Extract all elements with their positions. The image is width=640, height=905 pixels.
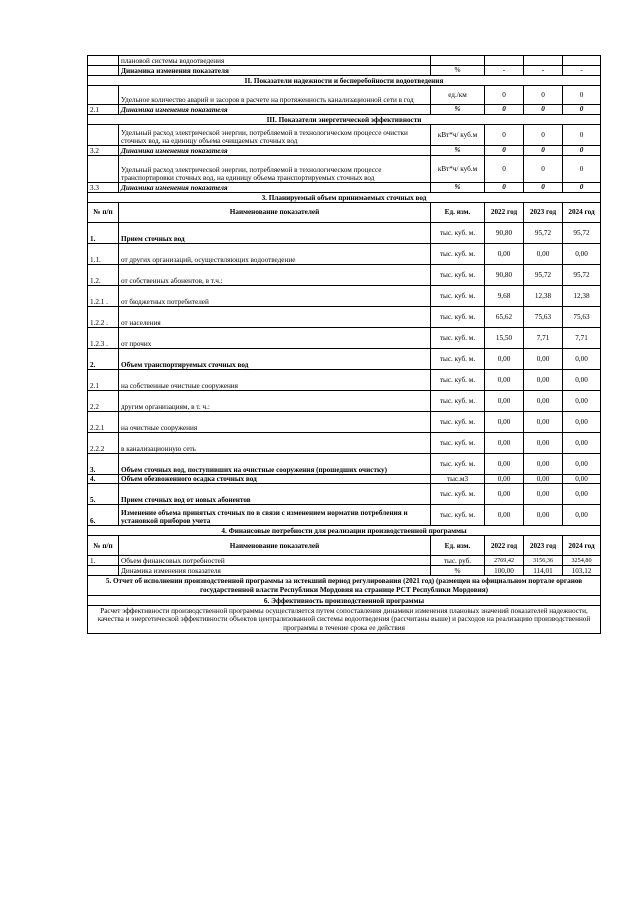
row-number: 2. xyxy=(88,349,119,370)
table-row xyxy=(88,307,601,328)
value-cell: 0,00 xyxy=(485,475,524,484)
row-number: 6. xyxy=(88,505,119,526)
value-cell: 90,80 xyxy=(485,265,524,286)
value-cell: 0 xyxy=(485,183,524,193)
value-cell: 0 xyxy=(485,125,524,146)
value-cell: 12,38 xyxy=(563,286,601,307)
row-number: 1.2.3 . xyxy=(88,328,119,349)
section-title: III. Показатели энергетической эффективности xyxy=(88,115,601,125)
value-cell: 0,00 xyxy=(563,349,601,370)
efficiency-text: Расчет эффективности производственной программы осуществляется путем сопоставления динамики изменения плановых значений показателей надежности, качества и энергетической эффективности объектов централизованной системы водоотведения (рассчитаны выше) и расходов на реализацию производственной программы в течение срока ее действия xyxy=(88,606,601,634)
row-number xyxy=(88,86,119,105)
value-cell: 0,00 xyxy=(563,475,601,484)
value-cell: 0 xyxy=(524,183,563,193)
header-year: 2023 год xyxy=(524,203,563,223)
value-cell: 95,72 xyxy=(563,223,601,244)
value-cell: 15,50 xyxy=(485,328,524,349)
table-row xyxy=(88,484,601,505)
unit-cell: % xyxy=(431,105,485,115)
header-row xyxy=(88,536,601,556)
table-row xyxy=(88,556,601,566)
value-cell xyxy=(524,56,563,66)
value-cell: 0 xyxy=(563,156,601,183)
value-cell: 0 xyxy=(563,183,601,193)
value-cell: 7,71 xyxy=(524,328,563,349)
value-cell: 0,00 xyxy=(524,433,563,454)
row-number: 3. xyxy=(88,454,119,475)
row-number: 1.1. xyxy=(88,244,119,265)
indicator-name: Изменение объема принятых сточных по в связи с изменением норматив потребления и установкой приборов учета xyxy=(119,505,431,526)
table-body xyxy=(88,56,601,634)
indicator-name: Объем обезвоженного осадка сточных вод xyxy=(119,475,431,484)
table-row xyxy=(88,265,601,286)
section-title: 6. Эффективность производственной программы xyxy=(88,596,601,606)
value-cell: - xyxy=(563,66,601,76)
section-title-row xyxy=(88,526,601,536)
indicator-name: Динамика изменения показателя xyxy=(119,66,431,76)
table-row xyxy=(88,454,601,475)
value-cell: 0,00 xyxy=(485,454,524,475)
value-cell: 2769,42 xyxy=(485,556,524,566)
report-title-row xyxy=(88,576,601,596)
row-number: 5. xyxy=(88,484,119,505)
value-cell: 0,00 xyxy=(485,370,524,391)
table-row xyxy=(88,66,601,76)
header-year: 2022 год xyxy=(485,203,524,223)
table-row xyxy=(88,328,601,349)
value-cell: 0,00 xyxy=(485,505,524,526)
value-cell: 90,80 xyxy=(485,223,524,244)
value-cell: 103,12 xyxy=(563,566,601,576)
section-title-row xyxy=(88,115,601,125)
value-cell: 0,00 xyxy=(563,370,601,391)
value-cell: 0,00 xyxy=(563,484,601,505)
indicator-name: от других организаций, осуществляющих водоотведение xyxy=(119,244,431,265)
value-cell: 0 xyxy=(485,105,524,115)
value-cell: 0 xyxy=(563,146,601,156)
value-cell: 114,01 xyxy=(524,566,563,576)
indicator-name: Удельное количество аварий и засоров в расчете на протяженность канализационной сети в год xyxy=(119,86,431,105)
unit-cell: тыс. куб. м. xyxy=(431,307,485,328)
value-cell: 0,00 xyxy=(485,433,524,454)
document-sheet xyxy=(87,55,600,634)
unit-cell: тыс. куб. м. xyxy=(431,454,485,475)
header-row xyxy=(88,203,601,223)
value-cell: 0,00 xyxy=(524,244,563,265)
value-cell: 0,00 xyxy=(563,505,601,526)
unit-cell: кВт*ч/ куб.м xyxy=(431,156,485,183)
indicator-name: от собственных абонентов, в т.ч.: xyxy=(119,265,431,286)
value-cell: 0,00 xyxy=(485,484,524,505)
indicator-name: плановой системы водоотведения xyxy=(119,56,431,66)
value-cell: 0 xyxy=(524,146,563,156)
unit-cell: тыс. куб. м. xyxy=(431,505,485,526)
indicator-name: от бюджетных потребителей xyxy=(119,286,431,307)
indicator-name: Объем транспортируемых сточных вод xyxy=(119,349,431,370)
header-year: 2022 год xyxy=(485,536,524,556)
header-name: Наименование показателей xyxy=(119,203,431,223)
indicator-name: Удельный расход электрической энергии, потребляемой в технологическом процессе транспортировки сточных вод, на единицу объема транспортируемых сточных вод xyxy=(119,156,431,183)
value-cell xyxy=(563,56,601,66)
header-name: Наименование показателей xyxy=(119,536,431,556)
unit-cell: тыс. куб. м. xyxy=(431,484,485,505)
row-number xyxy=(88,156,119,183)
table-row xyxy=(88,223,601,244)
value-cell: 75,63 xyxy=(563,307,601,328)
table-row xyxy=(88,286,601,307)
value-cell: - xyxy=(524,66,563,76)
indicator-name: Удельный расход электрической энергии, потребляемой в технологическом процессе очистки сточных вод, на единицу объема очищаемых сточных вод xyxy=(119,125,431,146)
unit-cell: тыс. куб. м. xyxy=(431,223,485,244)
table-row xyxy=(88,412,601,433)
unit-cell: кВт*ч/ куб.м xyxy=(431,125,485,146)
row-number: 2.2 xyxy=(88,391,119,412)
value-cell: 0,00 xyxy=(524,484,563,505)
header-num: № п/п xyxy=(88,536,119,556)
value-cell: 0 xyxy=(485,86,524,105)
unit-cell: тыс. куб. м. xyxy=(431,328,485,349)
value-cell: 0,00 xyxy=(563,391,601,412)
table-row xyxy=(88,370,601,391)
header-num: № п/п xyxy=(88,203,119,223)
value-cell: 0,00 xyxy=(563,244,601,265)
value-cell: 0 xyxy=(524,105,563,115)
row-number: 4. xyxy=(88,475,119,484)
unit-cell: тыс. куб. м. xyxy=(431,412,485,433)
value-cell: 0,00 xyxy=(524,475,563,484)
value-cell: 0 xyxy=(524,86,563,105)
value-cell: 0,00 xyxy=(563,433,601,454)
unit-cell: тыс. куб. м. xyxy=(431,349,485,370)
indicator-name: другим организациям, в т. ч.: xyxy=(119,391,431,412)
value-cell: 0,00 xyxy=(524,505,563,526)
indicator-name: от прочих xyxy=(119,328,431,349)
value-cell: 0,00 xyxy=(524,454,563,475)
row-number: 3.3 xyxy=(88,183,119,193)
efficiency-text-row xyxy=(88,606,601,634)
indicator-name: в канализационную сеть xyxy=(119,433,431,454)
table-row xyxy=(88,505,601,526)
indicator-name: на собственные очистные сооружения xyxy=(119,370,431,391)
unit-cell: % xyxy=(431,183,485,193)
value-cell: 0,00 xyxy=(485,391,524,412)
table-row xyxy=(88,244,601,265)
value-cell: 3156,36 xyxy=(524,556,563,566)
section-title-row xyxy=(88,596,601,606)
header-year: 2024 год xyxy=(563,203,601,223)
value-cell: 0 xyxy=(485,156,524,183)
value-cell: 0 xyxy=(485,146,524,156)
table-row xyxy=(88,86,601,105)
section-title-row xyxy=(88,76,601,86)
value-cell: 0,00 xyxy=(563,412,601,433)
unit-cell: тыс. куб. м. xyxy=(431,244,485,265)
section-title: II. Показатели надежности и бесперебойности водоотведения xyxy=(88,76,601,86)
value-cell: 0,00 xyxy=(485,349,524,370)
table-row xyxy=(88,391,601,412)
table-row xyxy=(88,566,601,576)
indicator-name: Динамика изменения показателя xyxy=(119,146,431,156)
row-number: 2.2.2 xyxy=(88,433,119,454)
indicator-name: Динамика изменения показателя xyxy=(119,183,431,193)
unit-cell: тыс. руб. xyxy=(431,556,485,566)
value-cell: 3254,80 xyxy=(563,556,601,566)
indicator-name: на очистные сооружения xyxy=(119,412,431,433)
unit-cell: тыс. куб. м. xyxy=(431,286,485,307)
value-cell: 65,62 xyxy=(485,307,524,328)
value-cell: 0,00 xyxy=(485,412,524,433)
header-unit: Ед. изм. xyxy=(431,536,485,556)
indicator-name: Прием сточных вод xyxy=(119,223,431,244)
value-cell: 0,00 xyxy=(524,391,563,412)
indicator-name: Динамика изменения показателя xyxy=(119,105,431,115)
row-number xyxy=(88,56,119,66)
table-row xyxy=(88,56,601,66)
table-row xyxy=(88,146,601,156)
row-number: 2.2.1 xyxy=(88,412,119,433)
unit-cell: % xyxy=(431,146,485,156)
row-number: 2.1 xyxy=(88,105,119,115)
row-number: 1.2.1 . xyxy=(88,286,119,307)
unit-cell: тыс. куб. м. xyxy=(431,265,485,286)
unit-cell: тыс. куб. м. xyxy=(431,433,485,454)
value-cell: 0 xyxy=(524,156,563,183)
table-row xyxy=(88,156,601,183)
row-number: 1.2. xyxy=(88,265,119,286)
value-cell: 0,00 xyxy=(524,349,563,370)
row-number xyxy=(88,566,119,576)
indicator-name: Объем финансовых потребностей xyxy=(119,556,431,566)
value-cell: 0 xyxy=(563,105,601,115)
unit-cell xyxy=(431,56,485,66)
value-cell: 9,68 xyxy=(485,286,524,307)
value-cell: 75,63 xyxy=(524,307,563,328)
unit-cell: ед./км xyxy=(431,86,485,105)
value-cell: 12,38 xyxy=(524,286,563,307)
table-row xyxy=(88,433,601,454)
header-year: 2024 год xyxy=(563,536,601,556)
value-cell: 0 xyxy=(563,86,601,105)
value-cell: 0,00 xyxy=(563,454,601,475)
value-cell: 0 xyxy=(563,125,601,146)
row-number: 1. xyxy=(88,556,119,566)
unit-cell: % xyxy=(431,66,485,76)
value-cell: 95,72 xyxy=(563,265,601,286)
value-cell: 7,71 xyxy=(563,328,601,349)
row-number: 1.2.2 . xyxy=(88,307,119,328)
value-cell: 95,72 xyxy=(524,223,563,244)
value-cell: 95,72 xyxy=(524,265,563,286)
table-row xyxy=(88,349,601,370)
indicator-name: от населения xyxy=(119,307,431,328)
table-row xyxy=(88,105,601,115)
table-row xyxy=(88,183,601,193)
row-number: 3.2 xyxy=(88,146,119,156)
header-year: 2023 год xyxy=(524,536,563,556)
indicator-name: Объем сточных вод, поступивших на очистные сооружения (прошедших очистку) xyxy=(119,454,431,475)
value-cell: 0 xyxy=(524,125,563,146)
row-number: 1. xyxy=(88,223,119,244)
value-cell: 100,00 xyxy=(485,566,524,576)
header-unit: Ед. изм. xyxy=(431,203,485,223)
section-title: 3. Планируемый объем принимаемых сточных вод xyxy=(88,193,601,203)
unit-cell: % xyxy=(431,566,485,576)
value-cell: - xyxy=(485,66,524,76)
value-cell: 0,00 xyxy=(485,244,524,265)
table-row xyxy=(88,125,601,146)
indicator-name: Динамика изменения показателя xyxy=(119,566,431,576)
unit-cell: тыс.м3 xyxy=(431,475,485,484)
unit-cell: тыс. куб. м. xyxy=(431,370,485,391)
value-cell: 0,00 xyxy=(524,370,563,391)
table-row xyxy=(88,475,601,484)
value-cell: 0,00 xyxy=(524,412,563,433)
unit-cell: тыс. куб. м. xyxy=(431,391,485,412)
program-table xyxy=(87,55,601,634)
section-title-row xyxy=(88,193,601,203)
row-number: 2.1 xyxy=(88,370,119,391)
report-title: 5. Отчет об исполнении производственной программы за истекший период регулирования (2021 год) (размещен на официальном портале органов государственной власти Республики Мордовия на странице РСТ Республики Мордовия) xyxy=(88,576,601,596)
indicator-name: Прием сточных вод от новых абонентов xyxy=(119,484,431,505)
section-title: 4. Финансовые потребности для реализации производственной программы xyxy=(88,526,601,536)
row-number xyxy=(88,125,119,146)
value-cell xyxy=(485,56,524,66)
row-number xyxy=(88,66,119,76)
